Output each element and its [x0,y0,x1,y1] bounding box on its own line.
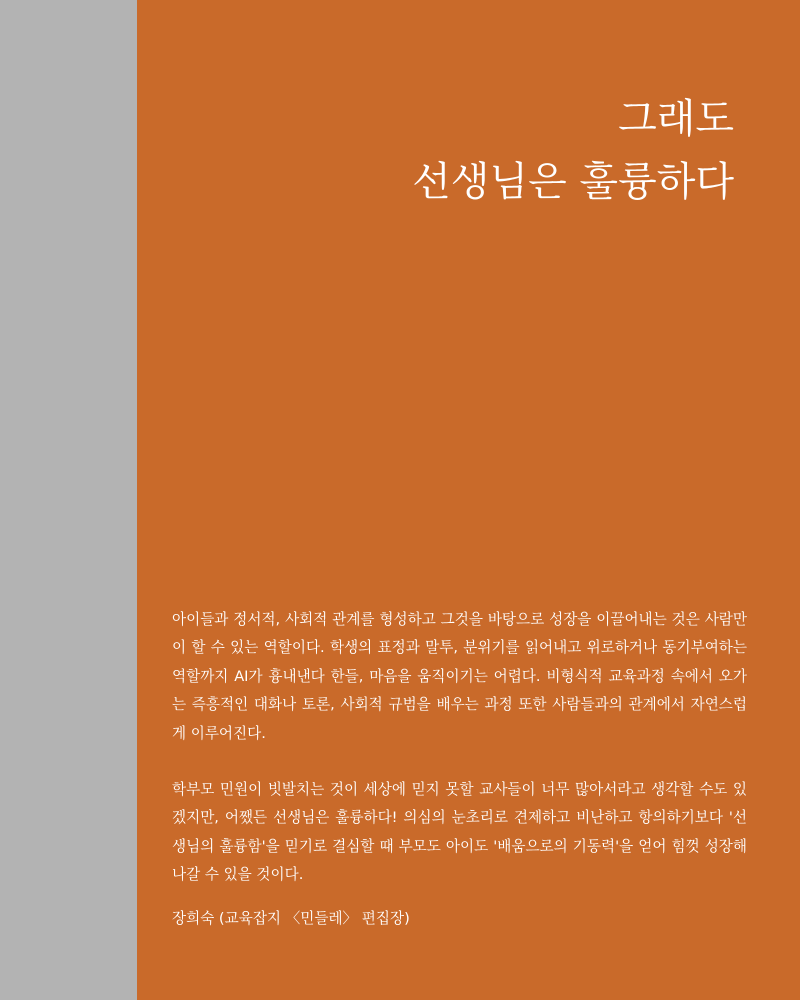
body-text [172,606,747,890]
page-title [412,88,734,214]
author-signature: 장희숙 (교육잡지 〈민들레〉 편집장) [172,910,410,927]
title-line-1: 그래도 [618,96,734,142]
paragraph-2: 학부모 민원이 빗발치는 것이 세상에 믿지 못할 교사들이 너무 많아서라고 생각할 수도 있겠지만, 어쨌든 선생님은 훌륭하다! 의심의 눈초리로 견제하고 비난하고 항의하기보다 '선생님의 훌륭함'을 믿기로 결심할 때 부모도 아이도 '배움으로의 기동력'을 얻어 힘껏 성장해나갈 수 있을 것이다. [172,781,747,884]
title-line-2: 선생님은 훌륭하다 [412,159,734,205]
side-strip [0,0,137,1000]
paragraph-1: 아이들과 정서적, 사회적 관계를 형성하고 그것을 바탕으로 성장을 이끌어내는 것은 사람만이 할 수 있는 역할이다. 학생의 표정과 말투, 분위기를 읽어내고 위로하거나 동기부여하는 역할까지 AI가 흉내낸다 한들, 마음을 움직이기는 어렵다. 비형식적 교육과정 속에서 오가는 즉흥적인 대화나 토론, 사회적 규범을 배우는 과정 또한 사람들과의 관계에서 자연스럽게 이루어진다. [172,611,747,742]
